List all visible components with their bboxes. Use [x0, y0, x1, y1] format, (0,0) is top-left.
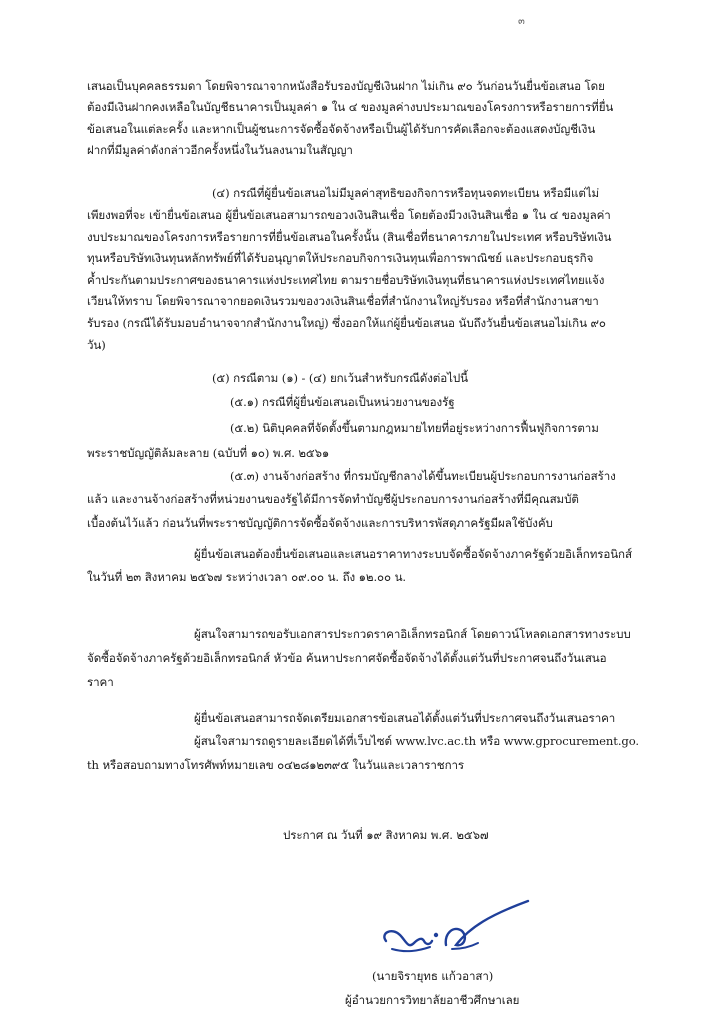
body-line: (๕) กรณีตาม (๑) - (๔) ยกเว้นสำหรับกรณีดังต่อไปนี้	[212, 371, 468, 385]
body-line: ราคา	[87, 675, 114, 689]
body-line: พระราชบัญญัติล้มละลาย (ฉบับที่ ๑๐) พ.ศ. ๒๕๖๑	[87, 446, 330, 460]
body-line: งบประมาณของโครงการหรือรายการที่ยื่นข้อเสนอในครั้งนั้น (สินเชื่อที่ธนาคารภายในประเทศ หรือบริษัทเงิน	[87, 230, 612, 244]
body-line: วัน)	[87, 338, 106, 352]
body-line: ในวันที่ ๒๓ สิงหาคม ๒๕๖๗ ระหว่างเวลา ๐๙.๐๐ น. ถึง ๑๒.๐๐ น.	[87, 570, 406, 584]
body-line: (๕.๒) นิติบุคคลที่จัดตั้งขึ้นตามกฎหมายไทยที่อยู่ระหว่างการฟื้นฟูกิจการตาม	[230, 421, 599, 435]
signer-position: ผู้อำนวยการวิทยาลัยอาชีวศึกษาเลย	[345, 993, 520, 1007]
signer-name: (นายจิรายุทธ แก้วอาสา)	[372, 969, 494, 983]
body-line: ผู้สนใจสามารถขอรับเอกสารประกวดราคาอิเล็กทรอนิกส์ โดยดาวน์โหลดเอกสารทางระบบ	[194, 627, 631, 641]
body-line: เวียนให้ทราบ โดยพิจารณาจากยอดเงินรวมของวงเงินสินเชื่อที่สำนักงานใหญ่รับรอง หรือที่สำนักงานสาขา	[87, 294, 599, 308]
body-line: รับรอง (กรณีได้รับมอบอำนาจจากสำนักงานใหญ่) ซึ่งออกให้แก่ผู้ยื่นข้อเสนอ นับถึงวันยื่นข้อเสนอไม่เกิน ๙๐	[87, 316, 606, 330]
body-line: ผู้ยื่นข้อเสนอสามารถจัดเตรียมเอกสารข้อเสนอได้ตั้งแต่วันที่ประกาศจนถึงวันเสนอราคา	[194, 711, 616, 725]
body-line: (๔) กรณีที่ผู้ยื่นข้อเสนอไม่มีมูลค่าสุทธิของกิจการหรือทุนจดทะเบียน หรือมีแต่ไม่	[212, 186, 600, 200]
body-line: (๕.๓) งานจ้างก่อสร้าง ที่กรมบัญชีกลางได้ขึ้นทะเบียนผู้ประกอบการงานก่อสร้าง	[230, 469, 616, 483]
body-line: เบื้องต้นไว้แล้ว ก่อนวันที่พระราชบัญญัติการจัดซื้อจัดจ้างและการบริหารพัสดุภาครัฐมีผลใช้บังคับ	[87, 516, 553, 530]
body-line: แล้ว และงานจ้างก่อสร้างที่หน่วยงานของรัฐได้มีการจัดทำบัญชีผู้ประกอบการงานก่อสร้างที่มีคุณสมบัติ	[87, 492, 579, 506]
body-line: ผู้สนใจสามารถดูรายละเอียดได้ที่เว็บไซต์ www.lvc.ac.th หรือ www.gprocurement.go.	[194, 734, 640, 748]
signature	[378, 897, 548, 967]
body-line: ผู้ยื่นข้อเสนอต้องยื่นข้อเสนอและเสนอราคาทางระบบจัดซื้อจัดจ้างภาครัฐด้วยอิเล็กทรอนิกส์	[194, 547, 632, 561]
body-line: เสนอเป็นบุคคลธรรมดา โดยพิจารณาจากหนังสือรับรองบัญชีเงินฝาก ไม่เกิน ๙๐ วันก่อนวันยื่นข้อเสนอ โดย	[87, 79, 605, 93]
announcement-date: ประกาศ ณ วันที่ ๑๙ สิงหาคม พ.ศ. ๒๕๖๗	[283, 828, 489, 842]
body-line: ต้องมีเงินฝากคงเหลือในบัญชีธนาคารเป็นมูลค่า ๑ ใน ๔ ของมูลค่างบประมาณของโครงการหรือรายการที่ยื่น	[87, 100, 614, 114]
body-line: ฝากที่มีมูลค่าดังกล่าวอีกครั้งหนึ่งในวันลงนามในสัญญา	[87, 143, 353, 157]
body-line: เพียงพอที่จะ เข้ายื่นข้อเสนอ ผู้ยื่นข้อเสนอสามารถขอวงเงินสินเชื่อ โดยต้องมีวงเงินสินเชื่อ ๑ ใน ๔ ของมูลค่า	[87, 208, 611, 222]
body-line: ข้อเสนอในแต่ละครั้ง และหากเป็นผู้ชนะการจัดซื้อจัดจ้างหรือเป็นผู้ได้รับการคัดเลือกจะต้องแสดงบัญชีเงิน	[87, 122, 596, 136]
body-line: ทุนหรือบริษัทเงินทุนหลักทรัพย์ที่ได้รับอนุญาตให้ประกอบกิจการเงินทุนเพื่อการพาณิชย์ และประกอบธุรกิจ	[87, 251, 594, 265]
body-line: th หรือสอบถามทางโทรศัพท์หมายเลข ๐๔๒๘๑๒๓๙๕ ในวันและเวลาราชการ	[87, 758, 465, 772]
body-line: จัดซื้อจัดจ้างภาครัฐด้วยอิเล็กทรอนิกส์ หัวข้อ ค้นหาประกาศจัดซื้อจัดจ้างได้ตั้งแต่วันที่ประกาศจนถึงวันเสนอ	[87, 651, 607, 665]
page-number: ๓	[518, 16, 525, 27]
body-line: ค้ำประกันตามประกาศของธนาคารแห่งประเทศไทย ตามรายชื่อบริษัทเงินทุนที่ธนาคารแห่งประเทศไทยแจ้ง	[87, 273, 605, 287]
body-line: (๕.๑) กรณีที่ผู้ยื่นข้อเสนอเป็นหน่วยงานของรัฐ	[230, 395, 455, 409]
